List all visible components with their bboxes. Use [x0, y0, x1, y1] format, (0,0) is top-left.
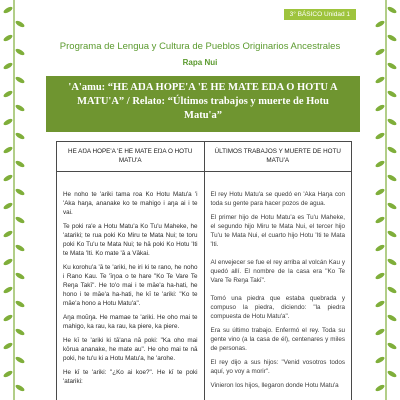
spanish-text-column [204, 172, 352, 400]
table-body-row [57, 172, 352, 400]
spanish-paragraph: Tomó una piedra que estaba quebrada y compuso la piedra, diciendo: "la piedra compuesta de Hotu Matu'a". [210, 295, 345, 320]
spanish-paragraph: El primer hijo de Hotu Matu'a es Tu'u Maheke, el segundo hijo Miru te Mata Nui, el tercer hijo Tu'u te Mata Nui, el cuarto hijo Hotu 'Iti te Mata 'Iti. [210, 214, 345, 248]
spanish-paragraph: Era su último trabajo. Enfermó el rey. Toda su gente vino (a la casa de él), centenares y miles de personas. [210, 327, 345, 352]
spanish-paragraph: Al envejecer se fue el rey arriba al volcán Kau y quedó allí. El nombre de la casa era "Ko Te Vare Te Reŋa Takī". [210, 259, 345, 284]
banner-line-2: MATU'A” / Relato: “Últimos trabajos y muerte de Hotu [77, 96, 329, 107]
story-title-banner [46, 76, 360, 132]
rapanui-paragraph: Ku korohu'a 'ā te 'ariki, he iri ki te rano, he noho i Rano Kau. Te 'īŋoa o te hare "Ko Te Vare Te Reŋa Takī". He to'o mai i te māe'a ha-hati, he hono i te māe'a ha-hati, he kī te 'ariki: "Ko te māe'a hono a Hotu Matu'a". [63, 264, 198, 307]
table-header-row [57, 142, 352, 172]
rapanui-paragraph: He kī te 'ariki: "¿Ko ai koe?". He kī te poki 'atariki: [63, 369, 198, 385]
rapanui-paragraph: Te poki ra'e a Hotu Matu'a Ko Tu'u Maheke, he 'atariki; te rua poki Ko Miru te Mata Nui; te toru poki Ko Tu'u te Mata Nui; te hā poki Ko Hotu 'Iti te Mata 'Iti. Ko mate 'ā a Vākai. [63, 223, 198, 257]
spanish-paragraph: El rey dijo a sus hijos: "Venid vosotros todos aquí, yo voy a morir". [210, 359, 345, 375]
leaf-border-right-decoration [372, 0, 400, 400]
grade-unit-badge: 3° BÁSICO Unidad 1 [284, 9, 356, 20]
rapanui-text-column [57, 172, 205, 400]
leaf-border-left-decoration [0, 0, 28, 400]
bilingual-text-table [56, 141, 352, 400]
rapanui-paragraph: He noho te 'ariki tama roa Ko Hotu Matu'a 'i 'Aka haŋa, ananake ko te mahigo i aŋa ai i te vai. [63, 191, 198, 216]
rapanui-paragraph: He kī te 'ariki ki tā'ana nā poki: "Ka oho mai kōrua ananake, he mate au". He oho mai te nā poki, he tu'u ki a Hotu Matu'a, he 'arohe. [63, 337, 198, 362]
spanish-paragraph: El rey Hotu Matu'a se quedó en 'Aka Haŋa con toda su gente para hacer pozos de agua. [210, 191, 345, 207]
program-title: Programa de Lengua y Cultura de Pueblos Originarios Ancestrales [59, 41, 341, 52]
banner-line-1: 'A'amu: “HE AŊA HOPE'A 'E HE MATE EŊA O HOTU A [68, 82, 338, 93]
subject-heading: Rapa Nui [182, 58, 218, 67]
spanish-paragraph: Vinieron los hijos, llegaron donde Hotu Matu'a [210, 382, 339, 389]
rapanui-paragraph: Aŋa moŭŋa. He mamae te 'ariki. He oho mai te mahigo, ka rau, ka rau, ka piere, ka piere. [63, 314, 198, 330]
left-column-header: HE AŊA HOPE'A 'E HE MATE EŊA O HOTU MATU'A [57, 142, 205, 172]
banner-line-3: Matu'a” [184, 110, 222, 121]
right-column-header: ÚLTIMOS TRABAJOS Y MUERTE DE HOTU MATU'A [204, 142, 352, 172]
